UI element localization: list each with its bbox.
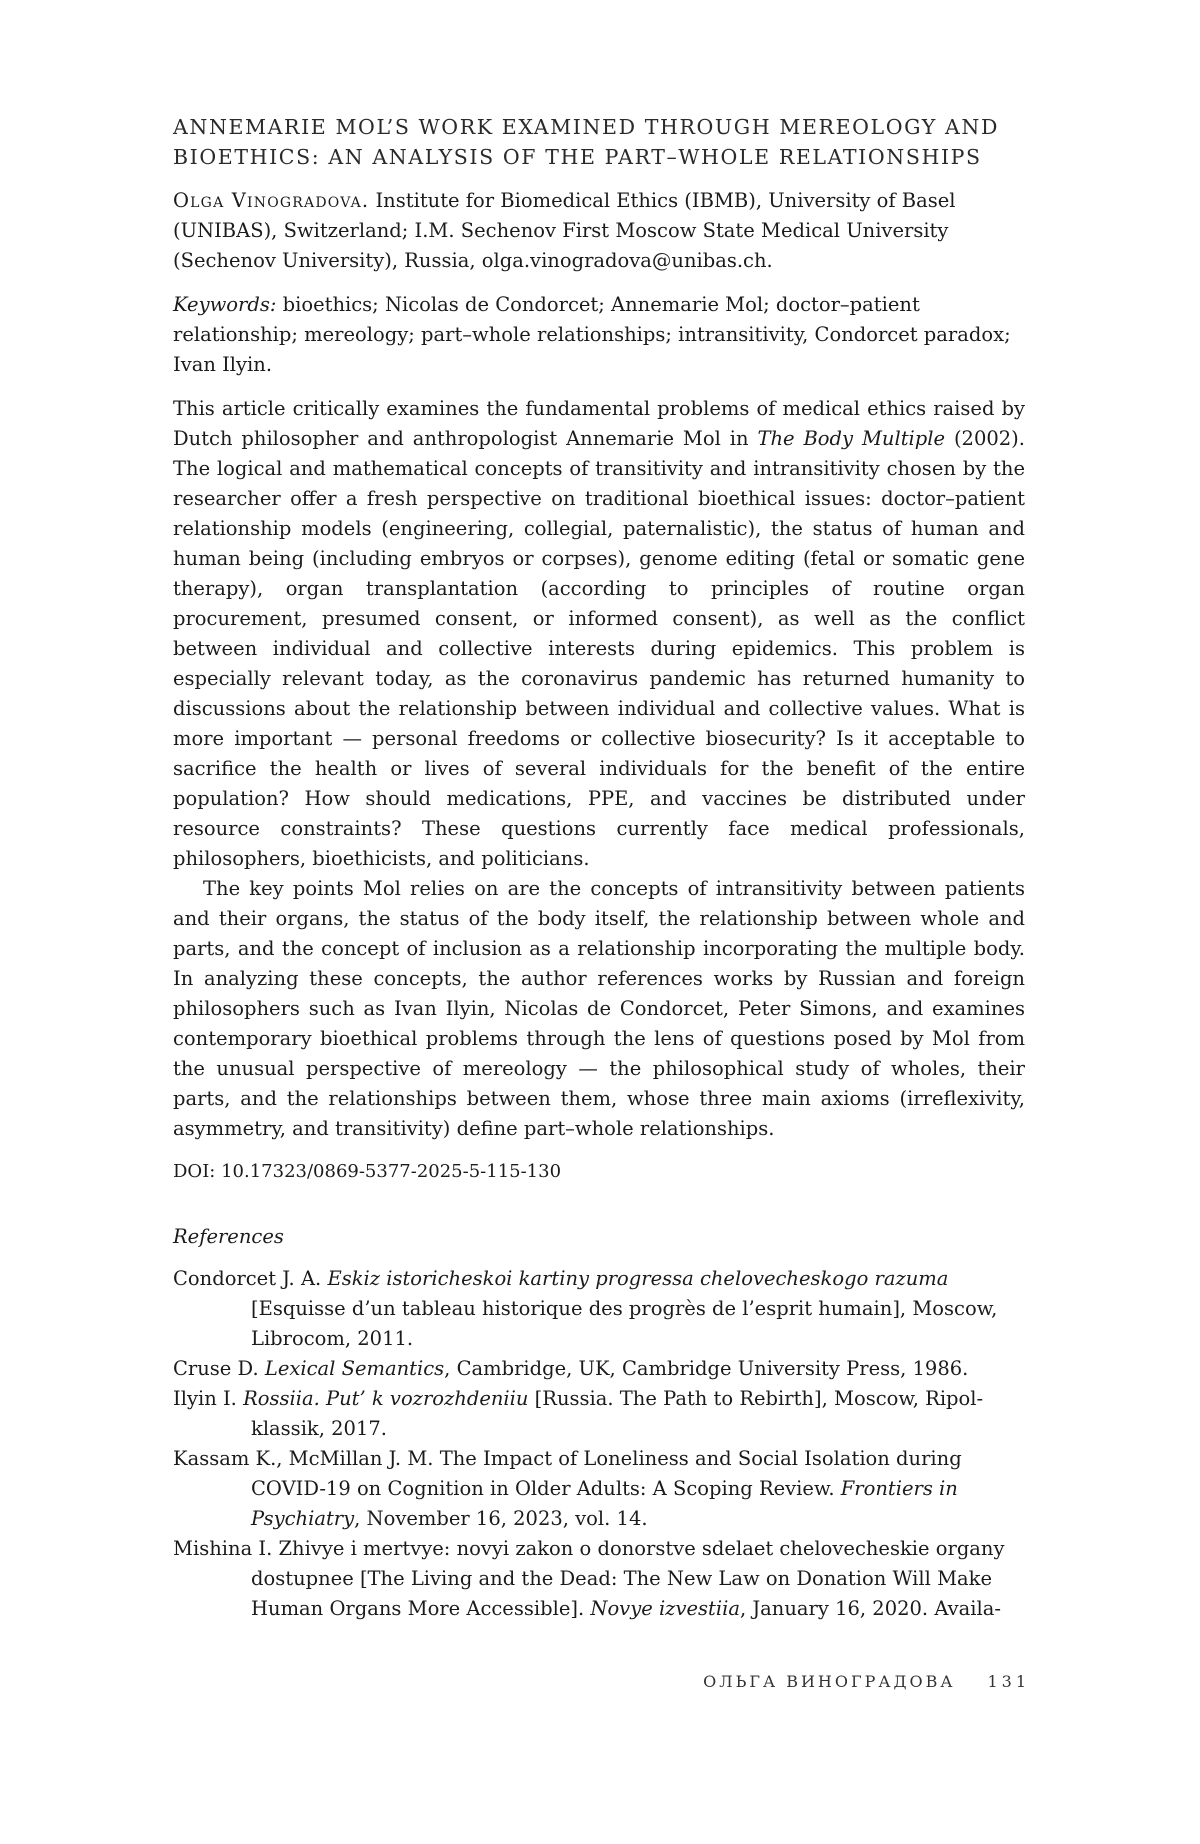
author-affiliation [173, 186, 1025, 276]
ref-text: [Russia. The Path to Rebirth], Moscow, Ripol-klassik, 2017. [251, 1387, 984, 1440]
article-page [173, 112, 1025, 1624]
abstract-p1-text-a: This article critically examines the fundamental problems of medical ethics raised by Dutch philosopher and anthropologist Annemarie Mol in [173, 397, 1025, 450]
doi: DOI: 10.17323/0869-5377-2025-5-115-130 [173, 1161, 562, 1182]
references-list [173, 1264, 1025, 1624]
ref-text: Mishina I. Zhivye i mertvye: novyi zakon o donorstve sdelaet chelovecheskie organy dostupnee [The Living and the Dead: The New Law on Donation Will Make Human Organs More Accessible]. [173, 1537, 1005, 1620]
abstract-p1-text-b: (2002). The logical and mathematical concepts of transitivity and intransitivity chosen by the researcher offer a fresh perspective on traditional bioethical issues: doctor–patient relationship models (engineering, collegial, paternalistic), the status of human and human being (including embryos or corpses), genome editing (fetal or somatic gene therapy), organ transplantation (according to principles of routine organ procurement, presumed consent, or informed consent), as well as the conflict between individual and collective interests during epidemics. This problem is especially relevant today, as the coronavirus pandemic has returned humanity to discussions about the relationship between individual and collective values. What is more important — personal freedoms or collective biosecurity? Is it acceptable to sacrifice the health or lives of several individuals for the benefit of the entire population? How should medications, PPE, and vaccines be distributed under resource constraints? These questions currently face medical professionals, philosophers, bioethicists, and politicians. [173, 427, 1025, 870]
title-line-1: ANNEMARIE MOL’S WORK EXAMINED THROUGH MEREOLOGY AND [173, 115, 1000, 139]
ref-text: , November 16, 2023, vol. 14. [354, 1507, 648, 1530]
page-number: 131 [987, 1672, 1030, 1691]
reference-item [173, 1264, 1025, 1354]
abstract [173, 394, 1025, 1144]
ref-title: Novye izvestiia [590, 1597, 740, 1620]
page-footer [700, 1672, 1030, 1691]
ref-title: Lexical Semantics [264, 1357, 445, 1380]
title-line-2: BIOETHICS: AN ANALYSIS OF THE PART–WHOLE RELATIONSHIPS [173, 145, 982, 169]
ref-title: Eskiz istoricheskoi kartiny progressa chelovecheskogo razuma [327, 1267, 949, 1290]
reference-item [173, 1384, 1025, 1444]
abstract-paragraph-1 [173, 394, 1025, 874]
reference-item [173, 1444, 1025, 1534]
ref-text: Condorcet J. A. [173, 1267, 328, 1290]
ref-text: Cruse D. [173, 1357, 265, 1380]
affiliation-text: Institute for Biomedical Ethics (IBMB), University of Basel (UNIBAS), Switzerland; I.M. Sechenov First Moscow State Medical University (Sechenov University), Russia, olga.vinogradova@unibas.ch. [173, 189, 956, 272]
author-name: Olga Vinogradova. [173, 189, 370, 212]
reference-item [173, 1534, 1025, 1624]
keywords-text: bioethics; Nicolas de Condorcet; Annemarie Mol; doctor–patient relationship; mereology; part–whole relationships; intransitivity, Condorcet paradox; Ivan Ilyin. [173, 293, 1011, 376]
ref-text: Kassam K., McMillan J. M. The Impact of Loneliness and Social Isolation during COVID-19 on Cognition in Older Adults: A Scoping Review. [173, 1447, 962, 1500]
reference-item [173, 1354, 1025, 1384]
running-head: ОЛЬГА ВИНОГРАДОВА [703, 1672, 956, 1691]
ref-text: [Esquisse d’un tableau historique des progrès de l’esprit humain], Moscow, Librocom, 2011. [251, 1297, 998, 1350]
keywords-label: Keywords: [173, 293, 277, 316]
article-title [173, 112, 1025, 172]
ref-title: Frontiers in Psychiatry [251, 1477, 958, 1530]
ref-title: Rossiia. Put’ k vozrozhdeniiu [243, 1387, 529, 1410]
abstract-paragraph-2: The key points Mol relies on are the concepts of intransitivity between patients and their organs, the status of the body itself, the relationship between whole and parts, and the concept of inclusion as a relationship incorporating the multiple body. In analyzing these concepts, the author references works by Russian and foreign philosophers such as Ivan Ilyin, Nicolas de Condorcet, Peter Simons, and examines contemporary bioethical problems through the lens of questions posed by Mol from the unusual perspective of mereology — the philosophical study of wholes, their parts, and the relationships between them, whose three main axioms (irreflexivity, asymmetry, and transitivity) define part–whole relationships. [173, 877, 1025, 1140]
ref-text: , Cambridge, UK, Cambridge University Press, 1986. [444, 1357, 969, 1380]
book-title: The Body Multiple [757, 427, 946, 450]
ref-text: Ilyin I. [173, 1387, 244, 1410]
keywords [173, 290, 1025, 380]
references-heading: References [173, 1225, 284, 1248]
ref-text: , January 16, 2020. Availa- [739, 1597, 1001, 1620]
